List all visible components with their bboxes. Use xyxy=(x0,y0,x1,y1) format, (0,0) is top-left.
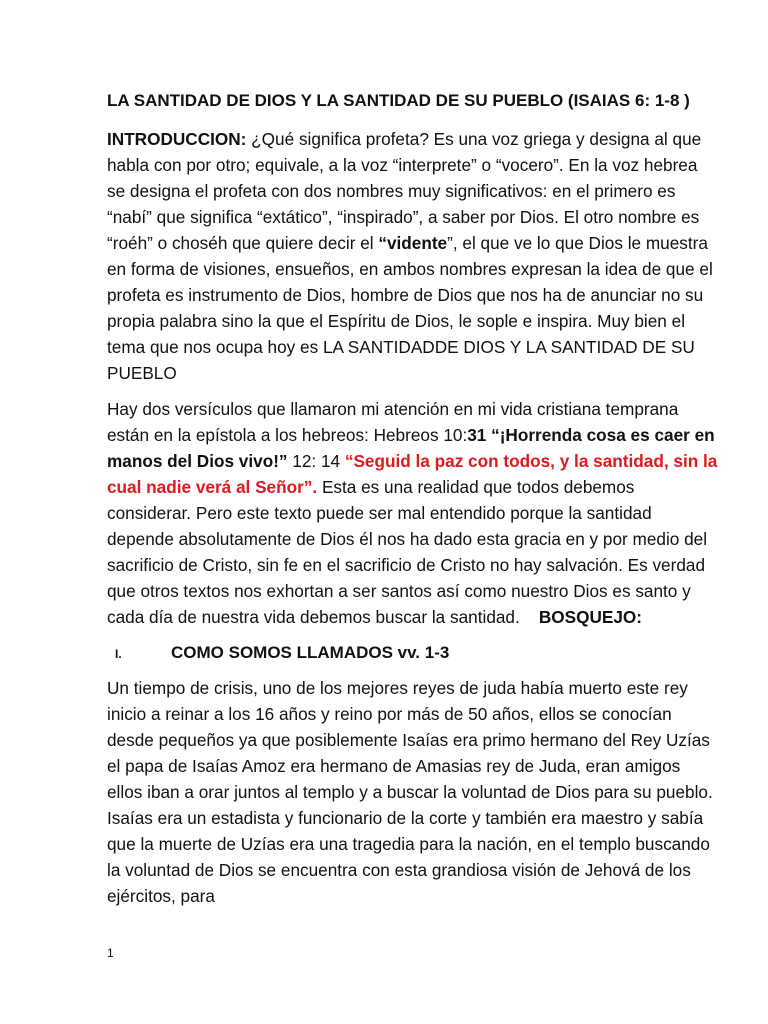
verses-paragraph xyxy=(107,396,720,630)
intro-bold-word: “vidente xyxy=(378,233,448,253)
verses-bold-quote: 31 “¡Horrenda cosa es caer en manos del Dios vivo!” xyxy=(107,425,715,471)
section-1-title: COMO SOMOS LLAMADOS vv. 1-3 xyxy=(171,643,450,662)
verses-text-1: Hay dos versículos que llamaron mi atención en mi vida cristiana temprana están en la epístola a los hebreos: Hebreos 10: xyxy=(107,399,679,445)
section-1-heading xyxy=(107,640,720,667)
intro-label: INTRODUCCION: xyxy=(107,129,247,149)
verses-text-2: 12: 14 xyxy=(287,451,345,471)
intro-paragraph xyxy=(107,126,720,386)
section-1-number: I. xyxy=(115,647,122,661)
section-1-paragraph: Un tiempo de crisis, uno de los mejores reyes de juda había muerto este rey inicio a reinar a los 16 años y reino por más de 50 años, ellos se conocían desde pequeños ya que posiblemente Isaías era primo hermano del Rey Uzías el papa de Isaías Amoz era hermano de Amasias rey de Juda, eran amigos ellos iban a orar juntos al templo y a buscar la voluntad de Dios para su pueblo. Isaías era un estadista y funcionario de la corte y también era maestro y sabía que la muerte de Uzías era una tragedia para la nación, en el templo buscando la voluntad de Dios se encuentra con esta grandiosa visión de Jehová de los ejércitos, para xyxy=(107,678,713,906)
intro-text-2: ”, el que ve lo que Dios le muestra en forma de visiones, ensueños, en ambos nombres expresan la idea de que el profeta es instrumento de Dios, hombre de Dios que nos ha de anunciar no su propia palabra sino la que el Espíritu de Dios, le sople e inspira. Muy bien el tema que nos ocupa hoy es LA SANTIDADDE DIOS Y LA SANTIDAD DE SU PUEBLO xyxy=(107,233,713,383)
outline-label: BOSQUEJO: xyxy=(519,607,643,627)
document-title: LA SANTIDAD DE DIOS Y LA SANTIDAD DE SU PUEBLO (ISAIAS 6: 1-8 ) xyxy=(107,91,690,110)
page-number: 1 xyxy=(107,946,114,960)
verses-text-3: Esta es una realidad que todos debemos considerar. Pero este texto puede ser mal entendido porque la santidad depende absolutamente de Dios él nos ha dado esta gracia en y por medio del sacrificio de Cristo, sin fe en el sacrificio de Cristo no hay salvación. Es verdad que otros textos nos exhortan a ser santos así como nuestro Dios es santo y cada día de nuestra vida debemos buscar la santidad. xyxy=(107,477,708,627)
verses-red-quote: “Seguid la paz con todos, y la santidad, sin la cual nadie verá al Señor”. xyxy=(107,451,718,497)
intro-text-1: ¿Qué significa profeta? Es una voz griega y designa al que habla con por otro; equivale, a la voz “interprete” o “vocero”. En la voz hebrea se designa el profeta con dos nombres muy significativos: en el primero es “nabí” que significa “extático”, “inspirado”, a saber por Dios. El otro nombre es “roéh” o choséh que quiere decir el xyxy=(107,129,702,253)
